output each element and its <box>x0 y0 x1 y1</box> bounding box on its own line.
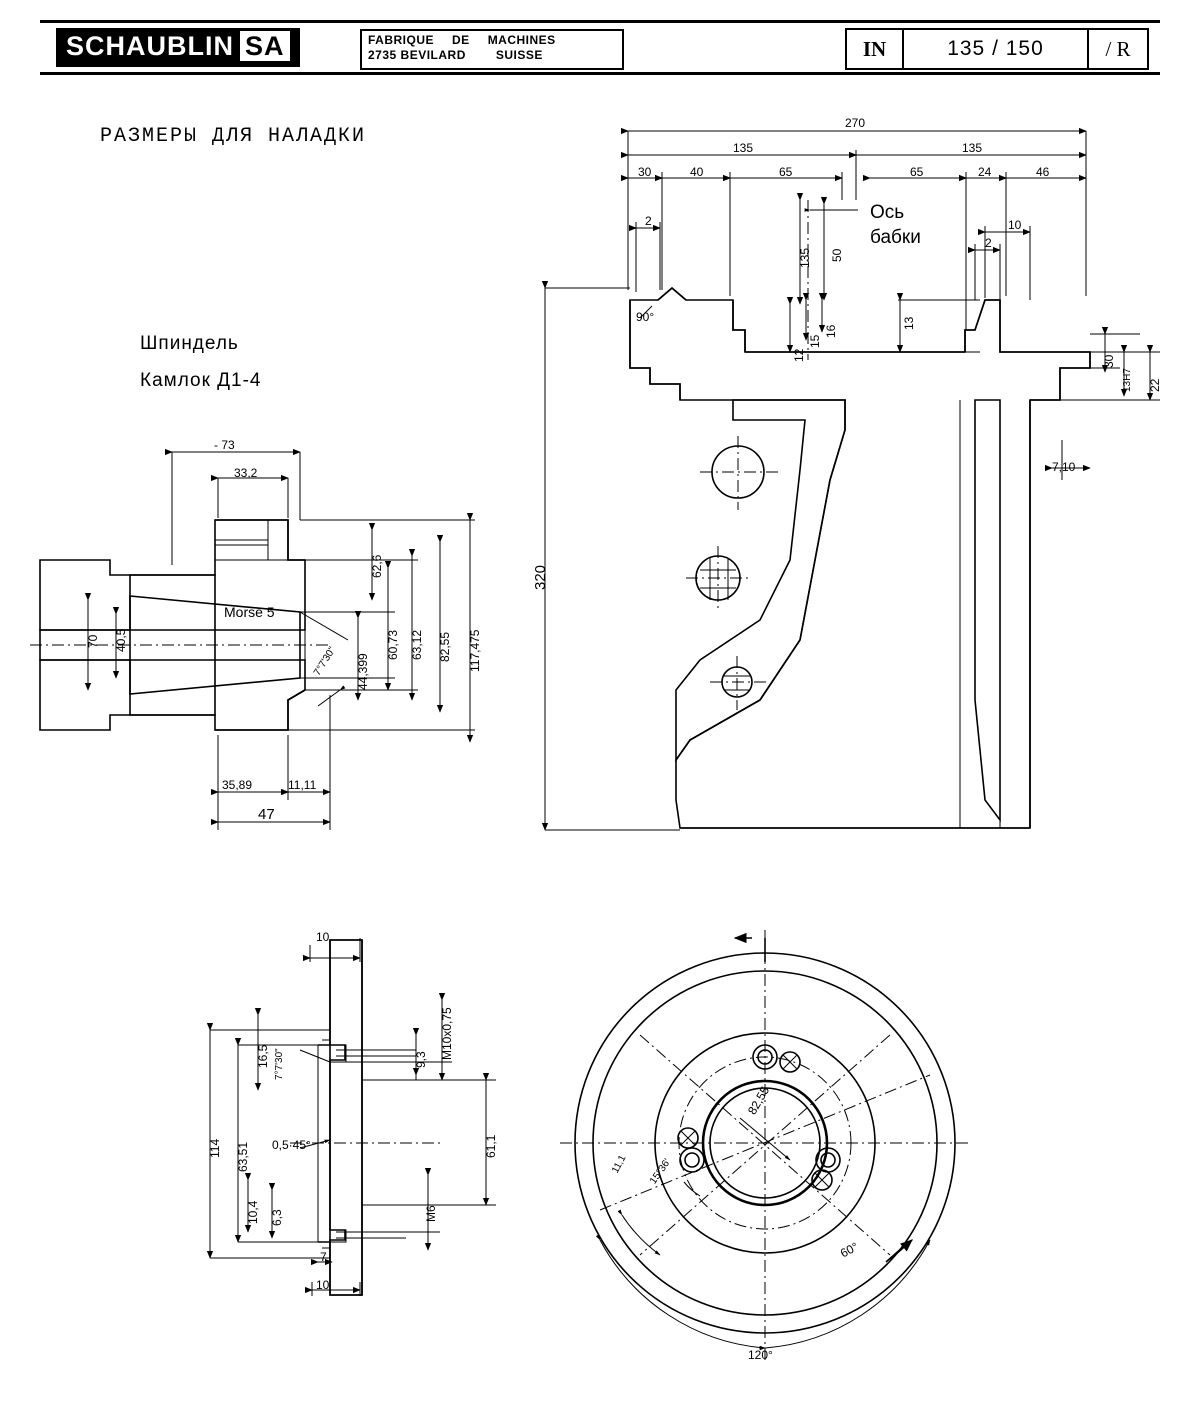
dim-angle-111: 11,1 <box>610 1153 629 1176</box>
dim-step-24: 24 <box>978 165 992 179</box>
label-axis-line2: бабки <box>870 227 921 248</box>
dim-small-left-2: 2 <box>645 214 652 228</box>
dim-angle-120: 120° <box>748 1348 773 1362</box>
dim-m6: M6 <box>424 1205 438 1222</box>
dim-v-16: 16 <box>824 324 838 338</box>
address-line1b: DE <box>452 33 470 47</box>
dim-44399: 44,399 <box>356 653 370 690</box>
label-camlock: Камлок Д1-4 <box>140 370 262 391</box>
flange-section-view <box>210 938 496 1296</box>
dim-step-46: 46 <box>1036 165 1050 179</box>
label-axis-line1: Ось <box>870 202 905 223</box>
dim-v-13h7: 13H7 <box>1122 368 1133 392</box>
dim-710: 7,10 <box>1052 460 1076 474</box>
dim-73: - 73 <box>214 438 235 452</box>
dim-93: 9,3 <box>414 1051 428 1068</box>
dim-3589: 35,89 <box>222 778 253 792</box>
dim-v-135: 135 <box>798 247 812 268</box>
dim-step-30: 30 <box>638 165 652 179</box>
dim-overall-width: 270 <box>845 116 866 130</box>
dim-332: 33,2 <box>234 466 258 480</box>
dim-step-40: 40 <box>690 165 704 179</box>
dim-405: 40,5 <box>114 628 128 652</box>
dim-1111: 11,11 <box>288 778 317 792</box>
dim-chamfer: 0,5·45° <box>272 1138 311 1152</box>
dim-63: 6,3 <box>270 1209 284 1226</box>
brand-sa: SA <box>240 31 290 61</box>
address-line1a: FABRIQUE <box>368 33 435 47</box>
dim-m10: M10x0,75 <box>440 1007 454 1060</box>
dim-step-65b: 65 <box>910 165 924 179</box>
dim-611: 61,1 <box>484 1134 498 1158</box>
dim-117475: 117,475 <box>468 629 482 672</box>
dim-flange-10-bot: 10 <box>316 1278 330 1292</box>
dim-bolt-circle: 82,55 <box>745 1083 773 1117</box>
dim-v-50: 50 <box>830 248 844 262</box>
dim-half-left: 135 <box>733 141 754 155</box>
address-line1c: MACHINES <box>487 33 556 47</box>
address-line2a: 2735 BEVILARD <box>368 48 466 62</box>
dim-165: 16,5 <box>256 1044 270 1068</box>
address-line2b: SUISSE <box>495 48 543 62</box>
dim-6351: 63,51 <box>236 1141 250 1172</box>
dim-small-right-2: 2 <box>985 236 992 250</box>
brand-name: SCHAUBLIN <box>66 31 234 61</box>
dim-v-22: 22 <box>1148 378 1162 392</box>
dim-flange-10-top: 10 <box>316 930 330 944</box>
label-spindle: Шпиндель <box>140 333 239 354</box>
dim-angle-60: 60° <box>838 1239 861 1261</box>
dim-104: 10,4 <box>246 1200 260 1224</box>
dim-right-10: 10 <box>1008 218 1022 232</box>
dim-spindle-angle: 7°7'30" <box>312 645 339 678</box>
dim-v-15: 15 <box>808 334 822 348</box>
dim-flange-7: 7 <box>320 1250 327 1264</box>
dim-v-30: 30 <box>1102 354 1116 368</box>
dim-114: 114 <box>208 1138 222 1158</box>
camlock-hole-2 <box>678 1128 704 1172</box>
dim-47: 47 <box>258 806 275 823</box>
dim-6073: 60,73 <box>386 629 400 660</box>
spindle-face-view <box>560 930 970 1360</box>
dim-v-13a: 13 <box>902 316 916 330</box>
code-numbers: 135 / 150 <box>947 37 1044 60</box>
dim-step-65a: 65 <box>779 165 793 179</box>
dim-320: 320 <box>532 564 549 590</box>
page-title: РАЗМЕРЫ ДЛЯ НАЛАДКИ <box>100 125 367 148</box>
code-suffix: / R <box>1105 36 1131 61</box>
dim-v-12: 12 <box>792 348 806 362</box>
dim-half-right: 135 <box>962 141 983 155</box>
dim-8255: 82,55 <box>438 631 452 662</box>
dim-flange-angle: 7°7'30" <box>274 1048 285 1080</box>
dim-70: 70 <box>86 634 100 648</box>
dim-6312: 63,12 <box>410 629 424 660</box>
dim-angle-1536: 15°36' <box>648 1156 674 1187</box>
headstock-section-view <box>545 131 1160 830</box>
camlock-hole-1 <box>753 1045 800 1072</box>
label-morse: Morse 5 <box>224 604 275 620</box>
code-prefix: IN <box>862 36 887 61</box>
dim-626: 62,6 <box>370 554 384 578</box>
dim-angle-90: 90° <box>636 310 655 324</box>
